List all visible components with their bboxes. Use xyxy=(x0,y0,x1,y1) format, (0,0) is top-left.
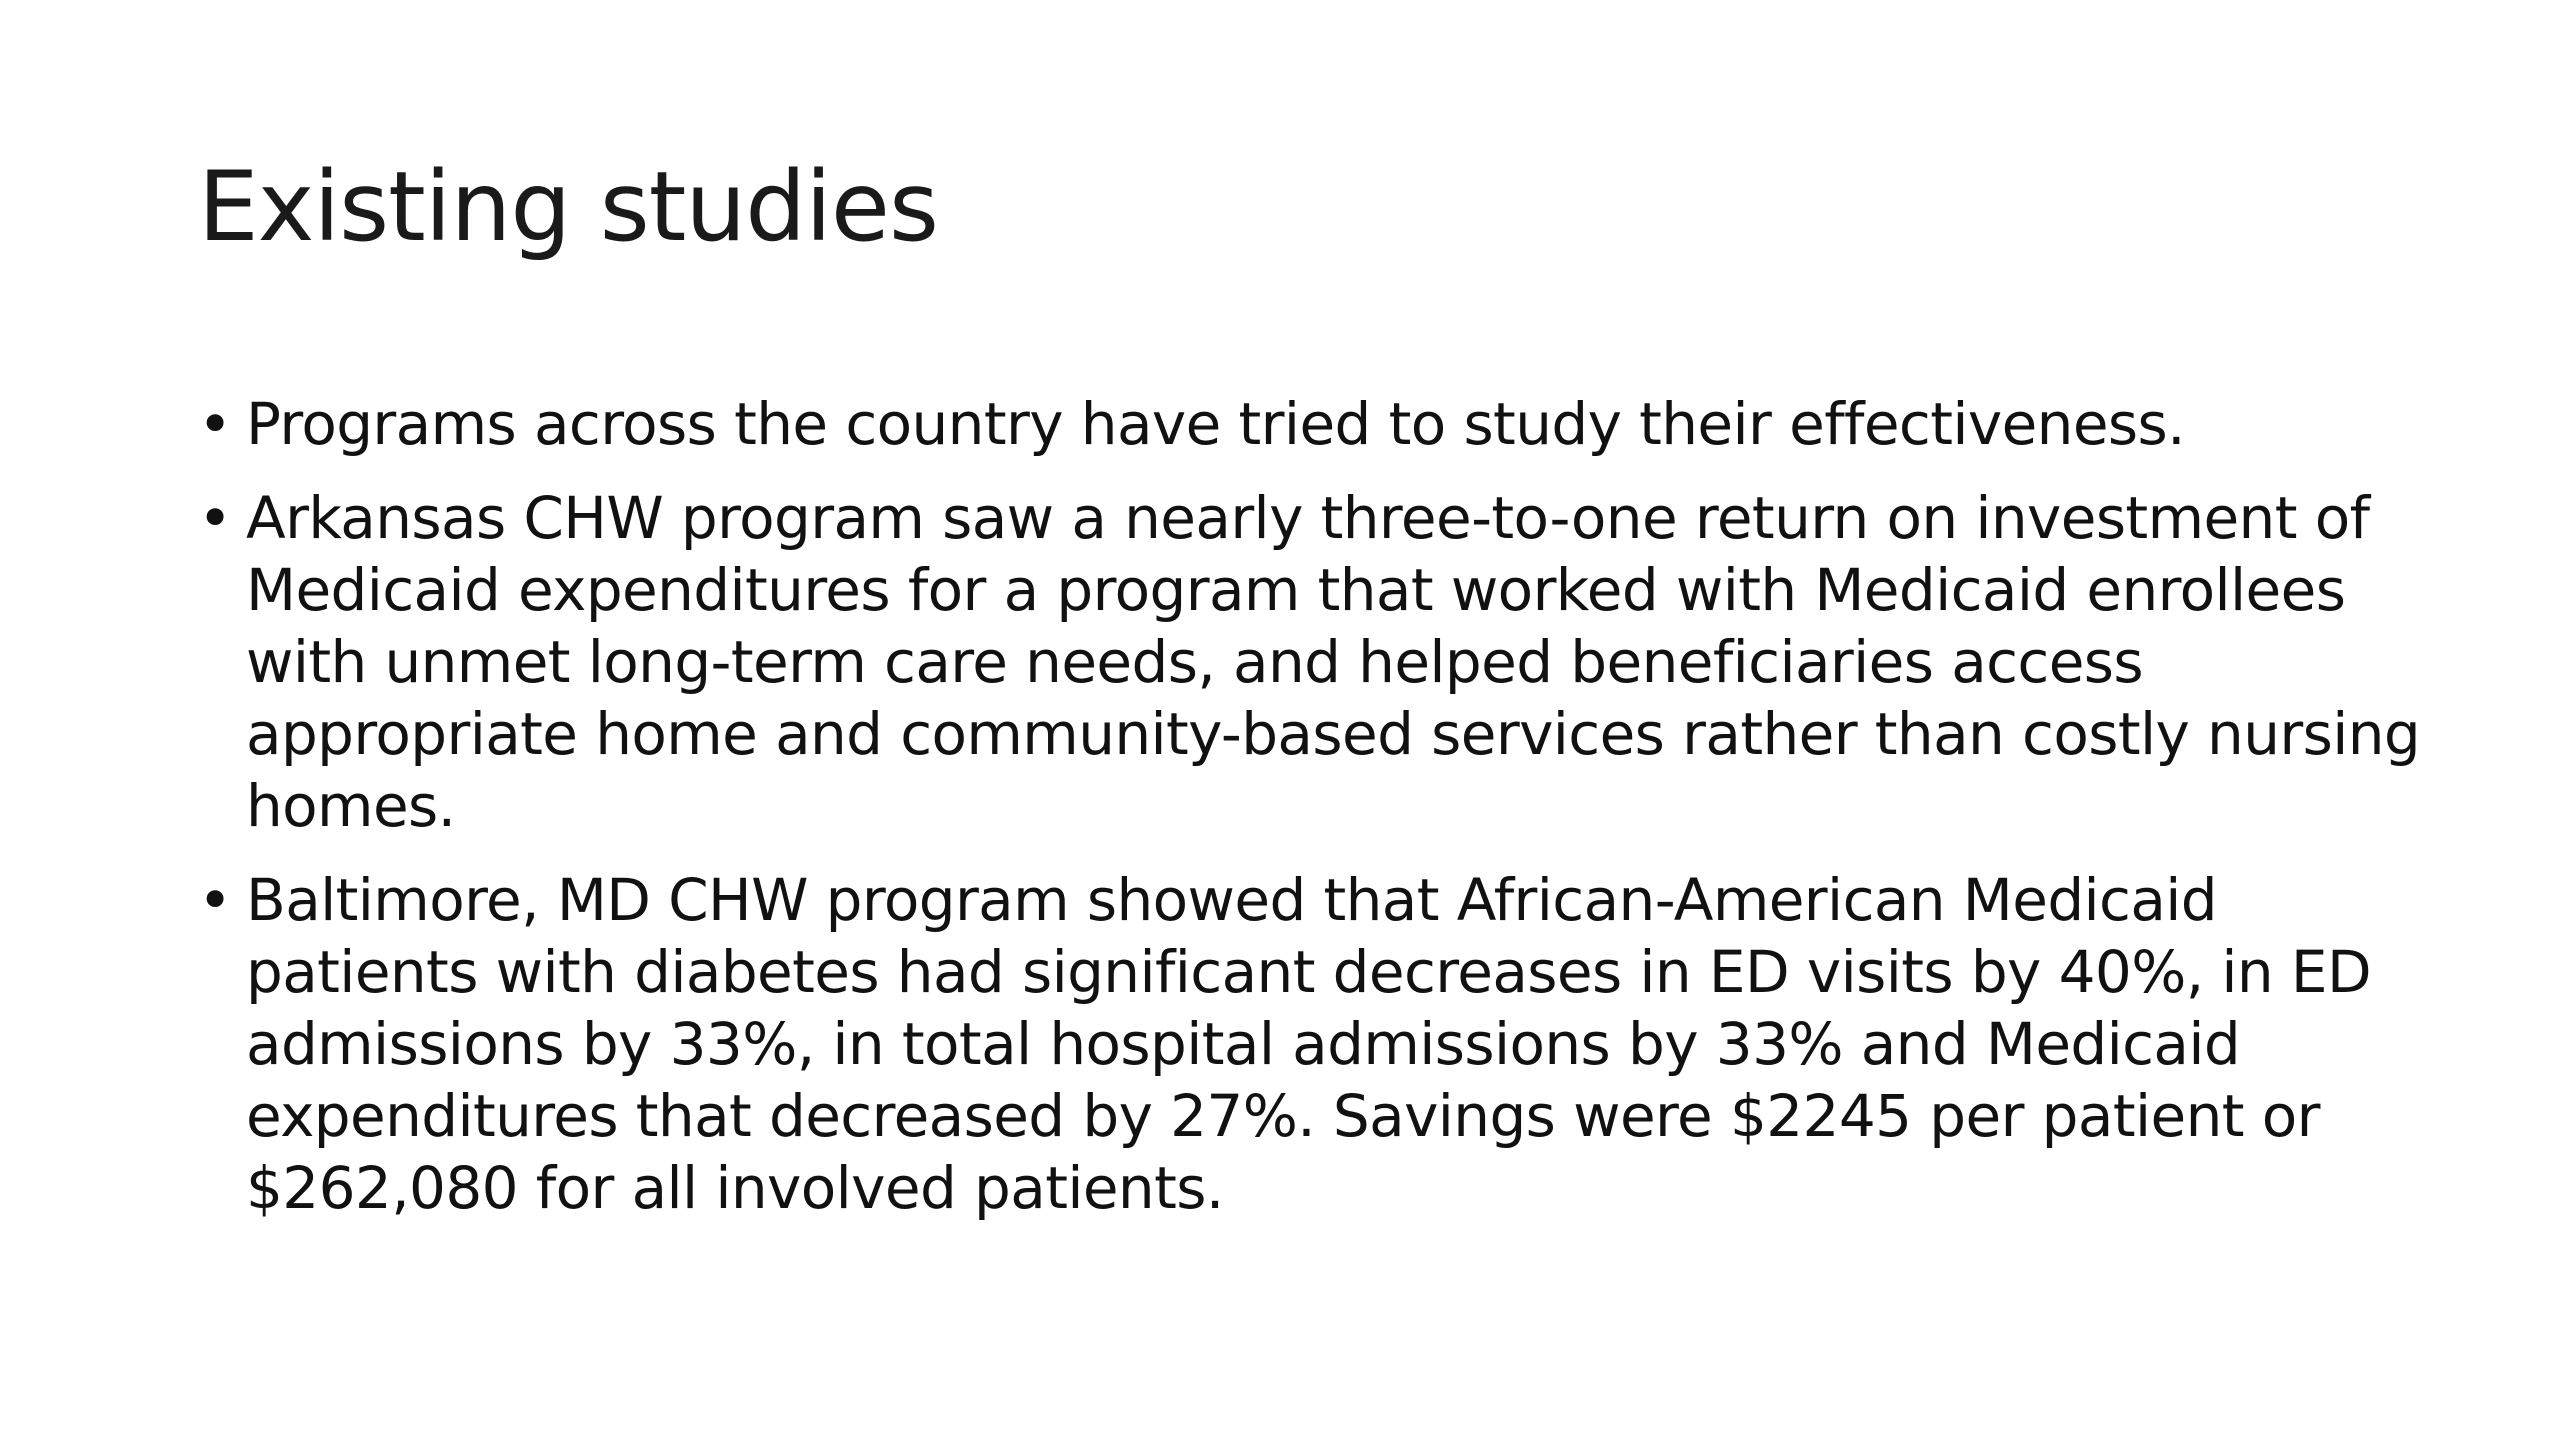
bullet-text: Arkansas CHW program saw a nearly three-to-one return on investment of Medicaid expenditures for a program that worked with Medicaid enrollees with unmet long-term care needs, and helped beneficiaries access appropriate home and community-based services rather than costly nursing homes. xyxy=(246,484,2421,840)
bullet-dot-icon: • xyxy=(198,484,232,552)
bullet-item xyxy=(198,482,2438,842)
bullet-text: Baltimore, MD CHW program showed that African-American Medicaid patients with diabetes had significant decreases in ED visits by 40%, in ED admissions by 33%, in total hospital admissions by 33% and Medicaid expenditures that decreased by 27%. Savings were $2245 per patient or $262,080 for all involved patients. xyxy=(246,866,2372,1222)
bullet-dot-icon: • xyxy=(198,866,232,934)
bullet-dot-icon: • xyxy=(198,390,232,458)
bullet-text: Programs across the country have tried to study their effectiveness. xyxy=(246,390,2185,458)
bullet-list xyxy=(198,388,2438,1246)
slide-title: Existing studies xyxy=(198,151,938,263)
bullet-item xyxy=(198,388,2438,460)
bullet-item xyxy=(198,864,2438,1224)
